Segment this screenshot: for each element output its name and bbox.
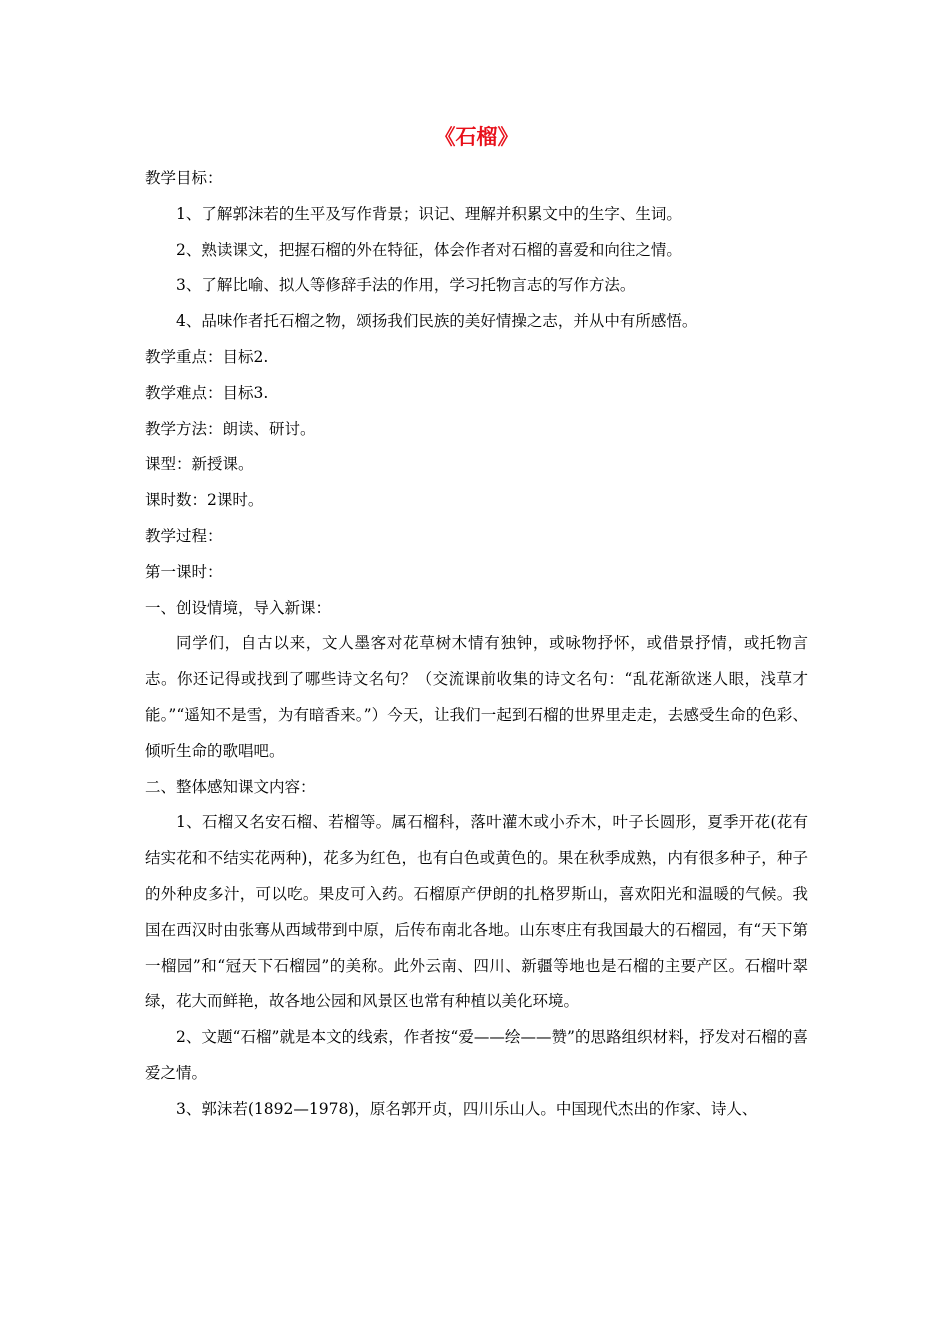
- body-paragraph: 2、文题“石榴”就是本文的线索，作者按“爱——绘——赞”的思路组织材料，抒发对石榴的喜爱之情。: [145, 1028, 808, 1082]
- body-paragraph: 3、郭沫若(1892—1978)，原名郭开贞，四川乐山人。中国现代杰出的作家、诗人、: [176, 1099, 758, 1118]
- body-paragraph: 同学们，自古以来，文人墨客对花草树木情有独钟，或咏物抒怀，或借景抒情，或托物言志。你还记得或找到了哪些诗文名句？（交流课前收集的诗文名句：“乱花渐欲迷人眼，浅草才能。”“遥知不是雪，为有暗香来。”）今天，让我们一起到石榴的世界里走走，去感受生命的色彩、倾听生命的歌唱吧。: [145, 634, 808, 760]
- section-heading: 第一课时：: [145, 562, 223, 581]
- document-title: 《石榴》: [434, 124, 519, 149]
- body-paragraph: 1、了解郭沫若的生平及写作背景；识记、理解并积累文中的生字、生词。: [176, 204, 682, 223]
- section-heading: 教学过程：: [145, 526, 223, 545]
- body-paragraph: 1、石榴又名安石榴、若榴等。属石榴科，落叶灌木或小乔木，叶子长圆形，夏季开花(花有结实花和不结实花两种)，花多为红色，也有白色或黄色的。果在秋季成熟，内有很多种子，种子的外种皮多汁，可以吃。果皮可入药。石榴原产伊朗的扎格罗斯山，喜欢阳光和温暖的气候。我国在西汉时由张骞从西域带到中原，后传布南北各地。山东枣庄有我国最大的石榴园，有“天下第一榴园”和“冠天下石榴园”的美称。此外云南、四川、新疆等地也是石榴的主要产区。石榴叶翠绿，花大而鲜艳，故各地公园和风景区也常有种植以美化环境。: [145, 813, 808, 1011]
- section-heading: 教学重点：目标2.: [145, 347, 269, 366]
- body-paragraph: 3、了解比喻、拟人等修辞手法的作用，学习托物言志的写作方法。: [176, 276, 636, 295]
- body-paragraph: 2、熟读课文，把握石榴的外在特征，体会作者对石榴的喜爱和向往之情。: [176, 240, 682, 259]
- section-heading: 二、整体感知课文内容：: [145, 777, 316, 796]
- section-heading: 一、创设情境，导入新课：: [145, 598, 332, 617]
- document-body: [145, 161, 808, 1128]
- section-heading: 教学方法：朗读、研讨。: [145, 419, 316, 438]
- section-heading: 教学难点：目标3.: [145, 383, 269, 402]
- body-paragraph: 4、品味作者托石榴之物，颂扬我们民族的美好情操之志，并从中有所感悟。: [176, 312, 698, 331]
- section-heading: 教学目标：: [145, 169, 223, 187]
- section-heading: 课型：新授课。: [145, 455, 254, 474]
- section-heading: 课时数：2课时。: [145, 491, 264, 510]
